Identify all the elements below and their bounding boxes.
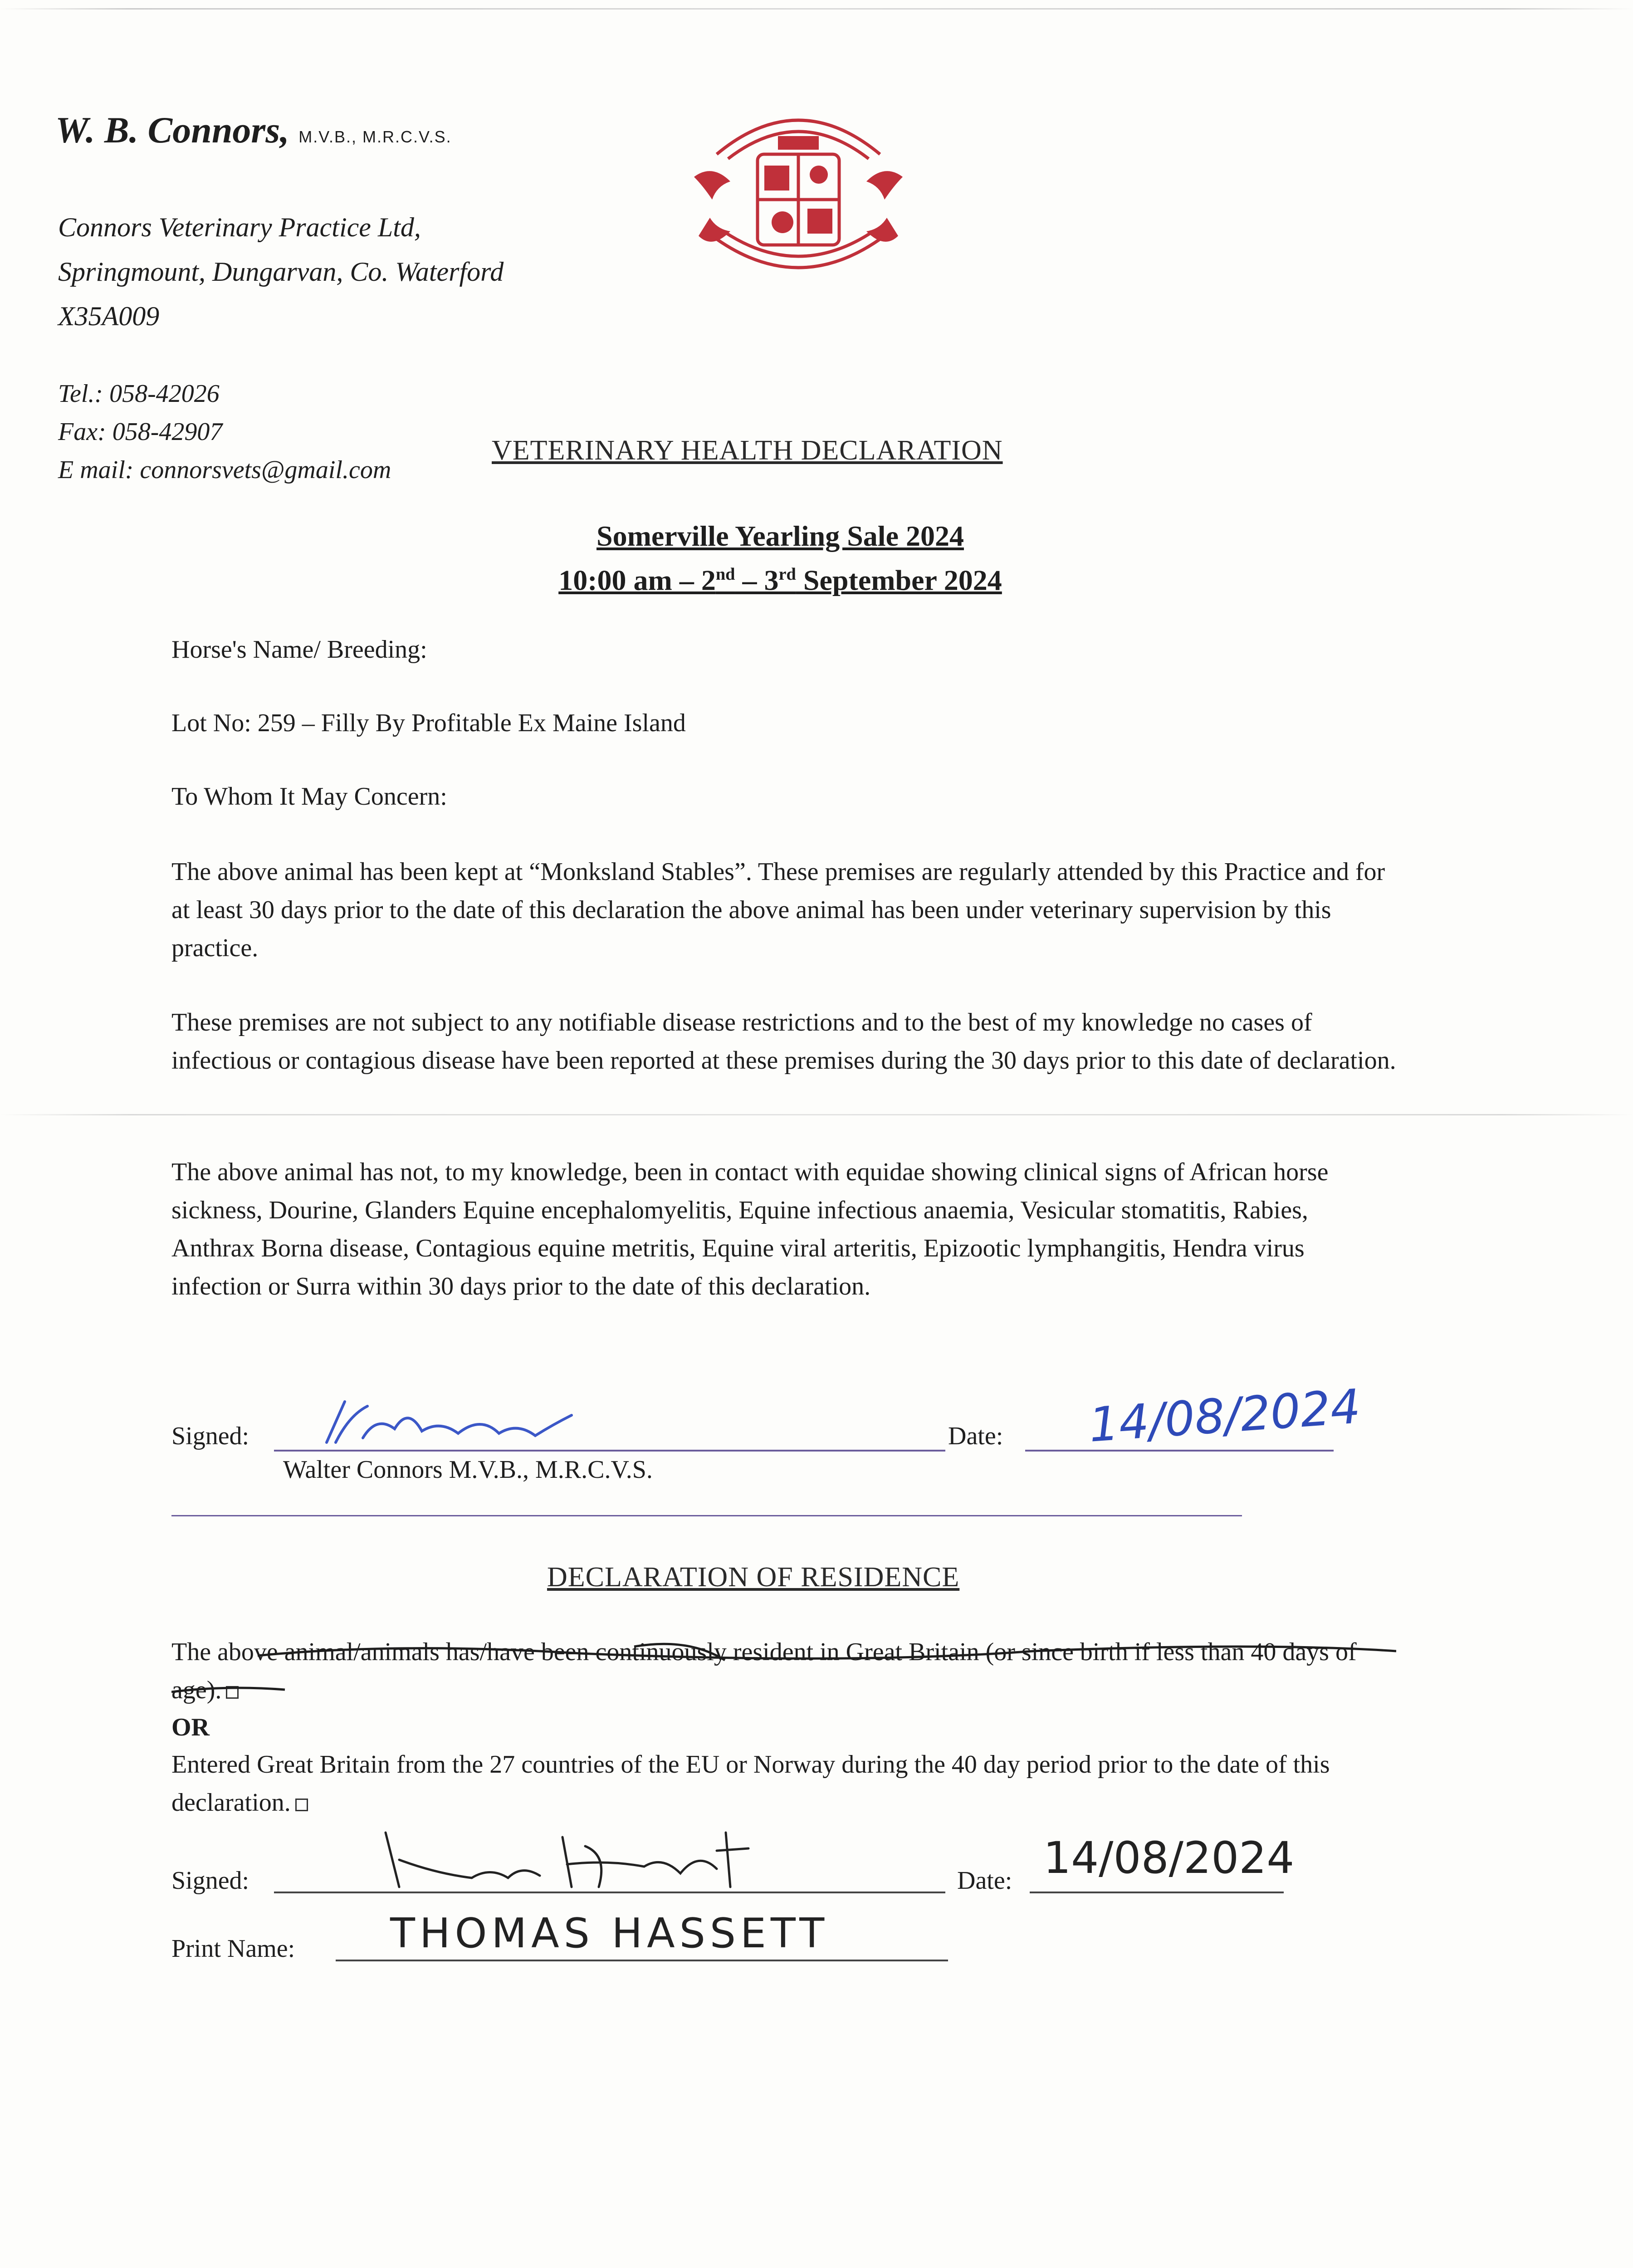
horse-name-label: Horse's Name/ Breeding:: [171, 635, 427, 664]
owner-date-value: 14/08/2024: [1043, 1833, 1295, 1883]
practice-address: [58, 205, 693, 338]
vet-date-value: 14/08/2024: [1087, 1378, 1362, 1453]
owner-date-label: Date:: [957, 1867, 1012, 1895]
vet-name: W. B. Connors, M.V.B., M.R.C.V.S.: [55, 109, 452, 151]
sale-name: Somerville Yearling Sale 2024: [596, 520, 964, 552]
residence-option-continuous: The above animal/animals has/have been continuously resident in Great Britain (or since birth if less than 40 days of age).: [171, 1638, 1357, 1704]
scan-fold-line: [0, 1114, 1633, 1115]
paragraph-supervision: The above animal has been kept at “Monksland Stables”. These premises are regularly attended by this Practice and for at least 30 days prior to the date of this declaration the above animal has been under veterinary supervision by this practice.: [171, 858, 1385, 962]
eircode: X35A009: [58, 301, 160, 331]
practice-crest-logo: [685, 86, 912, 299]
vet-date-line[interactable]: [1025, 1450, 1334, 1452]
vet-signed-label: Signed:: [171, 1422, 249, 1450]
salutation: To Whom It May Concern:: [171, 782, 447, 811]
vet-signature-scrawl: [318, 1388, 635, 1456]
strikethrough-scribble: [171, 1633, 1396, 1715]
vet-printed-name: Walter Connors M.V.B., M.R.C.V.S.: [283, 1456, 653, 1484]
contact-block: [58, 375, 602, 489]
paragraph-disease-free: These premises are not subject to any notifiable disease restrictions and to the best of my knowledge no cases of infectious or contagious disease have been reported at these premises during the 30 days prior to this date of declaration.: [171, 1008, 1396, 1075]
email[interactable]: E mail: connorsvets@gmail.com: [58, 456, 391, 484]
print-name-label: Print Name:: [171, 1935, 295, 1963]
vet-qualifications: M.V.B., M.R.C.V.S.: [298, 127, 452, 146]
tel: Tel.: 058-42026: [58, 380, 220, 408]
print-name-value: THOMAS HASSETT: [390, 1910, 829, 1957]
document-title: VETERINARY HEALTH DECLARATION: [492, 435, 1003, 466]
section-divider-line: [171, 1515, 1242, 1516]
vet-date-label: Date:: [948, 1422, 1003, 1450]
or-divider: OR: [171, 1713, 210, 1741]
fax: Fax: 058-42907: [58, 418, 223, 446]
owner-signed-label: Signed:: [171, 1867, 249, 1895]
residence-option-entered: Entered Great Britain from the 27 countries of the EU or Norway during the 40 day period prior to the date of this declaration.: [171, 1750, 1330, 1817]
address-line: Springmount, Dungarvan, Co. Waterford: [58, 257, 504, 287]
sale-heading: [454, 517, 1107, 599]
checkbox-entered-gb[interactable]: [295, 1799, 308, 1811]
print-name-line[interactable]: [336, 1960, 948, 1961]
owner-signature-scrawl: [372, 1823, 780, 1896]
scan-top-line: [0, 8, 1633, 10]
residence-heading: DECLARATION OF RESIDENCE: [547, 1562, 960, 1593]
paragraph-contact-equidae: The above animal has not, to my knowledge, been in contact with equidae showing clinical signs of African horse sickness, Dourine, Glanders Equine encephalomyelitis, Equine infectious anaemia, Vesicular stomatitis, Rabies, Anthrax Borna disease, Contagious equine metritis, Equine viral arteritis, Epizootic lymphangitis, Hendra virus infection or Surra within 30 days prior to the date of this declaration.: [171, 1158, 1329, 1300]
owner-date-line[interactable]: [1030, 1892, 1284, 1893]
sale-dates: 10:00 am – 2nd – 3rd September 2024: [558, 564, 1002, 596]
lot-line: Lot No: 259 – Filly By Profitable Ex Maine Island: [171, 709, 686, 737]
practice-name: Connors Veterinary Practice Ltd,: [58, 212, 421, 242]
